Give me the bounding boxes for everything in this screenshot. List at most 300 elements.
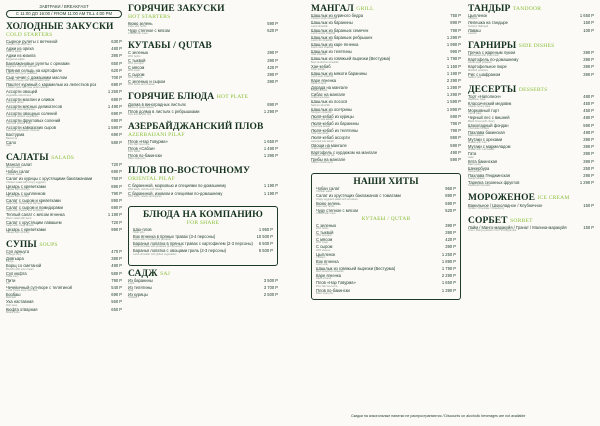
item-name-en: Lamb pulp shashlik bbox=[311, 74, 334, 78]
item-name: Салат с сыром и помидорами bbox=[6, 205, 63, 211]
section-title: ГАРНИРЫ SIDE DISHES bbox=[468, 40, 555, 51]
section-title: САЛАТЫ SALADS bbox=[6, 153, 75, 163]
item-name-en: Baku style plov bbox=[316, 291, 334, 295]
item-name: Цыпленок bbox=[468, 13, 488, 19]
menu-item bbox=[6, 308, 122, 315]
item-name-en: Lamb lula kebab bbox=[311, 125, 331, 129]
item-name-en: Classic honey cake bbox=[468, 105, 491, 109]
item-name: Аджи из кизила bbox=[6, 53, 36, 59]
item-name-en: Eggplant rolls with walnuts bbox=[6, 64, 37, 68]
item-name: Теплый салат с мясом ягненка bbox=[6, 212, 65, 218]
item-name-en: With cheese bbox=[316, 248, 331, 252]
item-name: Тарелка сезонных фруктов bbox=[468, 180, 520, 186]
menu-item bbox=[316, 238, 456, 245]
item-name-en: Veal shashlik bbox=[311, 53, 327, 57]
menu-item bbox=[468, 145, 594, 152]
item-price: 390 Р bbox=[267, 79, 278, 85]
menu-item bbox=[468, 73, 594, 80]
item-name-en: Chicken lula kebab bbox=[311, 118, 333, 121]
item-name: Плов по-бакински bbox=[316, 287, 350, 293]
item-name-en: Khan kebab bbox=[311, 67, 325, 71]
item-name: Вок ягненка в пряных травах (3-4 персоны) bbox=[133, 234, 216, 239]
item-name-en: Black forest with cherry bbox=[468, 119, 495, 123]
item-name-en: Lentil cream soup with veal bbox=[6, 289, 38, 293]
item-name-en: Warm salad with lamb bbox=[6, 216, 32, 220]
item-name-en: Kufta soup bbox=[6, 274, 19, 278]
item-price: 580 Р bbox=[111, 139, 122, 145]
item-name: Довгьара bbox=[6, 256, 24, 262]
item-price: 3 700 Р bbox=[263, 284, 278, 290]
item-name: Ассорти фруктовых солений bbox=[6, 118, 61, 124]
item-price: 590 Р bbox=[583, 122, 594, 128]
item-price: 100 Р bbox=[583, 27, 594, 33]
item-name: Шашлык из бараньих семечек bbox=[311, 27, 369, 33]
item-name: Суп кюфта bbox=[6, 270, 27, 276]
menu-item bbox=[468, 226, 594, 233]
item-price: 890 Р bbox=[267, 101, 278, 107]
section-subtitle: DESSERTS bbox=[518, 86, 548, 93]
item-name-en: Cheese rolls with ham bbox=[6, 43, 32, 47]
item-name: Люля-кебаб из баранины bbox=[311, 121, 359, 126]
item-price: 760 Р bbox=[111, 176, 122, 182]
item-price: 2 290 Р bbox=[446, 77, 461, 83]
menu-item bbox=[316, 209, 456, 216]
item-price: 580 Р bbox=[111, 270, 122, 276]
section-title: МАНГАЛ GRILL bbox=[311, 4, 374, 15]
item-name-en: Vanilla / Chocolate / Strawberry bbox=[468, 206, 505, 210]
item-name-en: With lamb, carrots and spices bbox=[128, 187, 163, 191]
footer-note: Скидки на алкогольные напитки не распространяются / Discounts on alcoholic beverages are not available bbox=[351, 414, 526, 418]
item-name: Ассорти кавказских сыров bbox=[6, 125, 56, 131]
item-name-en: Bozbash bbox=[6, 296, 17, 300]
item-price: 2 500 Р bbox=[263, 292, 278, 298]
section-subtitle: SIDE DISHES bbox=[518, 42, 555, 49]
section-title: МОРОЖЕНОЕ ICE CREAM bbox=[468, 193, 570, 204]
item-name: Шашлык из лосося bbox=[311, 99, 348, 105]
menu-item bbox=[6, 286, 122, 293]
item-price: 480 Р bbox=[583, 115, 594, 121]
item-name-en: Chicken thigh shashlik bbox=[311, 17, 337, 21]
item-price: 650 Р bbox=[111, 306, 122, 312]
item-price: 1 890 Р bbox=[446, 106, 461, 112]
item-name-en: Baku kyata bbox=[468, 162, 481, 166]
item-name: Аджи из ореха bbox=[6, 46, 34, 52]
item-name: Ассорти маслин и оливок bbox=[6, 96, 55, 102]
item-price: 1 390 Р bbox=[441, 287, 456, 293]
item-price: 390 Р bbox=[583, 57, 594, 63]
item-name: Люля-кебаб из телятины bbox=[311, 128, 358, 134]
item-name: Кюфта отварная bbox=[6, 306, 38, 312]
item-name: Плов долма в листьях с ребрышками bbox=[128, 108, 200, 114]
section-title: СОРБЕТ SORBET bbox=[468, 215, 533, 226]
item-name: Чечевичный суп-пюре с телятиной bbox=[6, 285, 72, 290]
item-name: Баранья лопатка с овощами гриль (2-3 персоны) bbox=[133, 248, 227, 254]
item-name: Люля-кебаб ассорти bbox=[311, 135, 350, 141]
item-price: 590 Р bbox=[445, 200, 456, 206]
item-price: 690 Р bbox=[111, 205, 122, 211]
item-name: Салат из хрустящих баклажанов с томатами bbox=[316, 193, 401, 199]
section-title: НАШИ ХИТЫ bbox=[353, 177, 419, 188]
item-name: Шах-плов bbox=[133, 226, 152, 232]
item-price: 390 Р bbox=[445, 230, 456, 236]
item-name: Дорада на мангале bbox=[311, 85, 348, 91]
item-name-en: Grilled sea bass bbox=[311, 96, 330, 100]
section-subtitle: FOR SHARE bbox=[186, 219, 220, 226]
menu-item bbox=[128, 51, 278, 58]
item-name-en: With pumpkin bbox=[316, 234, 332, 238]
item-name-en: Saffron rice bbox=[468, 75, 482, 79]
item-price: 540 Р bbox=[111, 285, 122, 290]
section-title: ГОРЯЧИЕ БЛЮДА HOT PLATE bbox=[128, 92, 249, 103]
item-name: Шашлык из говяжьей вырезки (Вестурма) bbox=[311, 56, 391, 62]
item-name-en: Choban salad bbox=[316, 190, 333, 194]
item-name-en: Assorted olives bbox=[6, 100, 24, 104]
item-name: Чуду степное с мясом bbox=[316, 207, 358, 213]
item-name: Ассорти мясных деликатесов bbox=[6, 103, 63, 109]
item-name-en: Lamb shoulder with potatoes (2-3 persons) bbox=[133, 245, 183, 249]
item-name-en: Plov Sabzi bbox=[128, 150, 141, 154]
item-name-en: With cheese bbox=[128, 76, 143, 80]
item-name-en: Crispy eggplant salad with tomatoes bbox=[316, 197, 358, 201]
item-name: Из баранины bbox=[128, 277, 153, 283]
item-name-en: Lavash bbox=[468, 31, 477, 35]
item-name-en: Lime / Mango-passion fruit / Pomegranate bbox=[468, 229, 517, 233]
item-name-en: Seasonal fruit plate bbox=[468, 184, 491, 188]
item-name: Сыр чечил с домашним маслом bbox=[6, 74, 67, 80]
item-price: 520 Р bbox=[267, 28, 278, 34]
item-name-en: Salad with crispy lavash bbox=[6, 223, 34, 227]
item-price: 1 290 Р bbox=[446, 34, 461, 40]
item-name-en: Walnut adjika bbox=[6, 50, 22, 54]
item-name-en: Chechil cheese with homemade butter bbox=[6, 79, 51, 83]
item-name: Ассорти овощных солений bbox=[6, 110, 57, 116]
menu-item bbox=[316, 289, 456, 296]
item-name: С мясом bbox=[316, 237, 333, 243]
item-name: Салат с хрустящим лавашем bbox=[6, 219, 62, 225]
item-name-en: Shekerbura bbox=[468, 169, 482, 173]
menu-item bbox=[6, 133, 122, 140]
item-name: Люля-кебаб из курицы bbox=[311, 113, 354, 119]
item-name-en: Assorted pickled vegetables bbox=[6, 115, 39, 119]
section-title: КУТАБЫ / QUTAB bbox=[128, 41, 212, 52]
item-name-en: Piti bbox=[6, 282, 10, 285]
section-subtitle: SAJ bbox=[160, 270, 170, 277]
item-price: 490 Р bbox=[583, 129, 594, 135]
section-title: ДЕСЕРТЫ DESSERTS bbox=[468, 84, 548, 95]
item-name-en: Veal lula kebab bbox=[311, 132, 329, 136]
item-name: Цезарь с креветками bbox=[6, 183, 46, 189]
item-price: 390 Р bbox=[445, 244, 456, 250]
item-name-en: Chudu with meat bbox=[316, 211, 336, 215]
section-subtitle: КУТАБЫ / QUTAB bbox=[361, 215, 411, 222]
item-name: Борщ со сметаной bbox=[6, 263, 42, 269]
section-subtitle: SOUPS bbox=[39, 241, 58, 248]
item-price: 690 Р bbox=[111, 96, 122, 102]
item-name-en: Baku style plov bbox=[128, 157, 146, 161]
item-name: Чобан салат bbox=[6, 169, 30, 175]
menu-item bbox=[6, 141, 122, 148]
section-title: САДЖ SAJ bbox=[128, 268, 170, 279]
item-name-en: Assorted lula kebab bbox=[311, 139, 334, 143]
item-price: 590 Р bbox=[267, 21, 278, 26]
item-name: Классический медовик bbox=[468, 101, 512, 107]
item-name-en: Grilled mushrooms bbox=[311, 161, 333, 165]
item-price: 690 Р bbox=[111, 110, 122, 116]
item-name: Цезарь с креветками bbox=[6, 226, 46, 232]
item-price: 450 Р bbox=[583, 108, 594, 114]
item-price: 690 Р bbox=[111, 82, 122, 88]
item-price: 590 Р bbox=[450, 142, 461, 148]
item-name: Гата bbox=[468, 151, 477, 157]
item-name: Мангал салат bbox=[6, 162, 32, 167]
item-name-en: Potatoes with fat tail bbox=[311, 153, 335, 157]
item-name-en: Assorted pickled fruits bbox=[6, 122, 32, 126]
item-name-en: Sturgeon shashlik bbox=[311, 110, 332, 114]
item-price: 290 Р bbox=[583, 172, 594, 178]
menu-column-2 bbox=[128, 4, 278, 305]
section-title: БЛЮДА НА КОМПАНИЮ bbox=[143, 209, 263, 220]
item-name: Каре ягненка bbox=[316, 273, 342, 279]
section-subtitle: ICE CREAM bbox=[537, 195, 570, 202]
item-name-en: Shah plov bbox=[133, 231, 145, 234]
item-name-en: Gata bbox=[468, 155, 474, 159]
item-price: 720 Р bbox=[111, 219, 122, 225]
item-name-en: Buckwheat with fried onion bbox=[468, 54, 499, 58]
item-price: 790 Р bbox=[450, 27, 461, 33]
item-price: 690 Р bbox=[111, 292, 122, 298]
item-price: 790 Р bbox=[111, 277, 122, 283]
item-price: 390 Р bbox=[267, 71, 278, 77]
item-name-en: Chicken pate with rose petal caramel bbox=[6, 86, 49, 90]
item-price: 790 Р bbox=[111, 190, 122, 196]
item-name-en: Assorted meat delicacies bbox=[6, 107, 35, 111]
item-price: 1 650 Р bbox=[263, 138, 278, 144]
item-name: Бастурма bbox=[6, 132, 25, 138]
item-price: 960 Р bbox=[445, 186, 456, 192]
item-price: 250 Р bbox=[583, 165, 594, 171]
item-name: Шашлык из говяжьей вырезки (Вестурма) bbox=[316, 266, 396, 271]
item-price: 1 290 Р bbox=[263, 108, 278, 114]
item-name: Рис с шафраном bbox=[468, 71, 501, 77]
menu-item bbox=[6, 272, 122, 279]
item-name-en: Chicken salad with crispy eggplant bbox=[6, 180, 46, 184]
section-subtitle: GRILL bbox=[356, 6, 374, 12]
item-price: 1 190 Р bbox=[107, 212, 122, 218]
item-price: 1 790 Р bbox=[441, 266, 456, 271]
item-name-en: Caesar with chicken bbox=[6, 194, 30, 198]
menu-item bbox=[128, 29, 278, 36]
item-name-en: Dolma in grape leaves bbox=[128, 105, 154, 109]
item-name-en: Veal bbox=[128, 289, 134, 293]
item-price: 5 500 Р bbox=[258, 248, 273, 254]
item-name: Кюкю зелень bbox=[128, 21, 153, 26]
item-name: Чобан салат bbox=[316, 186, 340, 192]
breakfast-title: ЗАВТРАКИ / BREAKFAST bbox=[39, 4, 89, 9]
item-price: 1 290 Р bbox=[446, 85, 461, 91]
item-name: Кюкю зелень bbox=[316, 200, 341, 206]
item-name-en: Borscht with sour cream bbox=[6, 267, 34, 271]
item-price: 1 490 Р bbox=[263, 146, 278, 152]
share-box bbox=[128, 206, 278, 266]
item-price: 890 Р bbox=[450, 20, 461, 26]
menu-item bbox=[128, 192, 278, 199]
menu-column-4 bbox=[468, 4, 594, 238]
item-price: 480 Р bbox=[583, 93, 594, 99]
spacer bbox=[311, 165, 461, 170]
item-name: Пряная сельдь на картофеле bbox=[6, 67, 62, 73]
item-price: 890 Р bbox=[450, 135, 461, 141]
menu-item bbox=[311, 57, 461, 64]
item-price: 560 Р bbox=[111, 299, 122, 305]
item-name: Вок ягненка bbox=[316, 258, 339, 264]
item-name-en: Boiled kufta bbox=[6, 310, 20, 314]
item-name: С тыквой bbox=[128, 57, 146, 63]
item-name-en: Mutaki with marmalade bbox=[468, 148, 495, 152]
item-price: 690 Р bbox=[111, 118, 122, 124]
item-price: 1 250 Р bbox=[107, 89, 122, 95]
item-price: 520 Р bbox=[445, 207, 456, 213]
item-price: 1 650 Р bbox=[579, 13, 594, 19]
item-price: 380 Р bbox=[111, 256, 122, 262]
item-name-en: Beef tenderloin shashlik bbox=[316, 270, 344, 274]
item-name-en: With herbs bbox=[316, 227, 329, 231]
item-name: Лаваш bbox=[468, 27, 481, 33]
item-name: Шашлык из осетрины bbox=[311, 106, 352, 112]
item-price: 390 Р bbox=[583, 49, 594, 55]
item-name: Сырное рулеты с ветчиной bbox=[6, 39, 58, 44]
item-price: 700 Р bbox=[111, 74, 122, 80]
item-name-en: Basturma bbox=[6, 136, 18, 140]
section-subtitle: HOT PLATE bbox=[216, 94, 249, 101]
menu-item bbox=[316, 245, 456, 252]
item-name: Грибы на мангале bbox=[311, 156, 346, 162]
item-price: 390 Р bbox=[583, 71, 594, 77]
item-price: 1 190 Р bbox=[446, 70, 461, 76]
item-price: 390 Р bbox=[267, 50, 278, 56]
menu-item bbox=[128, 293, 278, 300]
menu-item bbox=[468, 181, 594, 188]
item-name: Цезарь с цыпленком bbox=[6, 190, 46, 196]
item-name-en: Salad with cheese and shrimps bbox=[6, 202, 42, 206]
item-price: 1 150 Р bbox=[446, 63, 461, 69]
item-name: Торт «Наполеон» bbox=[468, 93, 502, 99]
item-name-en: Kuku with herbs bbox=[316, 204, 335, 208]
menu-item bbox=[468, 21, 594, 28]
item-price: 1 190 Р bbox=[263, 190, 278, 196]
section-title: ХОЛОДНЫЕ ЗАКУСКИ bbox=[6, 22, 114, 32]
item-name: Пахлава бакинская bbox=[468, 129, 505, 135]
menu-item bbox=[468, 204, 594, 211]
menu-item bbox=[316, 224, 456, 231]
item-name: Ванильное / Шоколадное / Клубничное bbox=[468, 202, 543, 208]
item-price: 1 290 Р bbox=[579, 180, 594, 186]
section-title: ГОРЯЧИЕ ЗАКУСКИ bbox=[128, 4, 225, 14]
item-price: 750 Р bbox=[450, 13, 461, 19]
item-name-en: Mutaki with nuts bbox=[468, 141, 487, 145]
section-title: ПЛОВ ПО-ВОСТОЧНОМУ bbox=[128, 166, 251, 177]
item-name: Долма в виноградных листьях bbox=[128, 101, 186, 107]
item-price: 3 500 Р bbox=[263, 277, 278, 283]
item-name-en: Baku baklava bbox=[468, 134, 484, 137]
item-name-en: Mangal salad bbox=[6, 166, 22, 170]
item-name: Салат из курицы с хрустящими баклажанами bbox=[6, 176, 93, 182]
item-name-en: Chocolate fondant bbox=[468, 126, 490, 130]
item-price: 10 500 Р bbox=[256, 234, 273, 239]
item-price: 390 Р bbox=[583, 144, 594, 150]
item-name: Шашлык из бараньих ребрышек bbox=[311, 34, 373, 40]
item-name-en: Lamb shashlik bbox=[311, 24, 328, 28]
item-name-en: Plov dolma with ribs bbox=[128, 112, 152, 116]
item-price: 390 Р bbox=[111, 53, 122, 59]
item-name: Мутаки с мармеладом bbox=[468, 144, 511, 150]
item-name-en: Carrot cake bbox=[468, 112, 482, 116]
menu-item bbox=[128, 286, 278, 293]
item-name-en: Chicken bbox=[128, 296, 138, 300]
item-name-en: Grilled vegetables bbox=[311, 146, 332, 150]
item-name: С зеленью и сыром bbox=[128, 79, 166, 85]
item-name: Картофель с курдюком на мангале bbox=[311, 149, 378, 155]
item-name-en: With lamb, raisins and spices bbox=[128, 194, 162, 198]
item-price: 650 Р bbox=[111, 60, 122, 66]
item-name: Салат с сыром и креветками bbox=[6, 197, 61, 203]
item-name-en: Ganja baklava bbox=[468, 177, 485, 181]
item-name-en: Lamb wok in herbs (3-4 persons) bbox=[133, 238, 171, 242]
item-name: Черный лес с вишней bbox=[468, 115, 510, 121]
item-price: 630 Р bbox=[111, 39, 122, 44]
item-name-en: Chudu with meat bbox=[128, 32, 148, 36]
item-price: 490 Р bbox=[450, 149, 461, 155]
item-price: 1 790 Р bbox=[446, 56, 461, 62]
item-name: Овощи на мангале bbox=[311, 142, 347, 148]
item-price: 990 Р bbox=[450, 49, 461, 55]
item-price: 590 Р bbox=[450, 156, 461, 162]
section-subtitle: COLD STARTERS bbox=[6, 32, 53, 38]
item-name: Картофель по-домашнему bbox=[468, 57, 519, 63]
item-price: 1 250 Р bbox=[441, 251, 456, 257]
item-name: Плов «Нар Говурма» bbox=[316, 280, 356, 286]
section-subtitle: TANDOOR bbox=[512, 6, 542, 12]
item-name-en: Dovga bbox=[6, 260, 14, 264]
item-name: Сало bbox=[6, 139, 16, 145]
item-name-en: Arnjuga soup bbox=[6, 253, 22, 257]
item-name-en: Home-style potatoes bbox=[468, 61, 492, 65]
item-name: С бараниной, морковью и специями по-домашнему bbox=[128, 183, 227, 189]
item-name: Шекербура bbox=[468, 165, 490, 171]
item-price: 1 490 Р bbox=[107, 103, 122, 109]
item-price: 690 Р bbox=[111, 132, 122, 138]
item-price: 390 Р bbox=[583, 151, 594, 157]
section-subtitle: SORBET bbox=[510, 217, 533, 224]
item-name: Плов по-бакински bbox=[128, 153, 162, 159]
item-name-en: Salo bbox=[6, 143, 12, 147]
item-price: 450 Р bbox=[583, 101, 594, 107]
item-name-en: Lamb shoulder with grilled vegetables bbox=[133, 252, 177, 256]
item-price: 720 Р bbox=[111, 162, 122, 167]
item-name: Шашлык из баранины bbox=[311, 20, 353, 26]
item-name-en: Fish soup bbox=[6, 303, 18, 307]
item-name-en: Napoleon cake bbox=[468, 98, 486, 102]
item-name-en: Caesar with shrimps bbox=[6, 230, 30, 234]
item-price: 390 Р bbox=[445, 222, 456, 228]
spacer bbox=[128, 199, 278, 204]
item-name: Из курицы bbox=[128, 292, 148, 298]
item-price: 1 890 Р bbox=[441, 258, 456, 264]
item-price: 390 Р bbox=[583, 158, 594, 164]
item-name-en: Lamb seeds shashlik bbox=[311, 31, 336, 35]
item-name: Шашлык из каре ягненка bbox=[311, 41, 359, 47]
item-name: С сыром bbox=[128, 71, 145, 77]
item-name: Пити bbox=[6, 277, 16, 283]
